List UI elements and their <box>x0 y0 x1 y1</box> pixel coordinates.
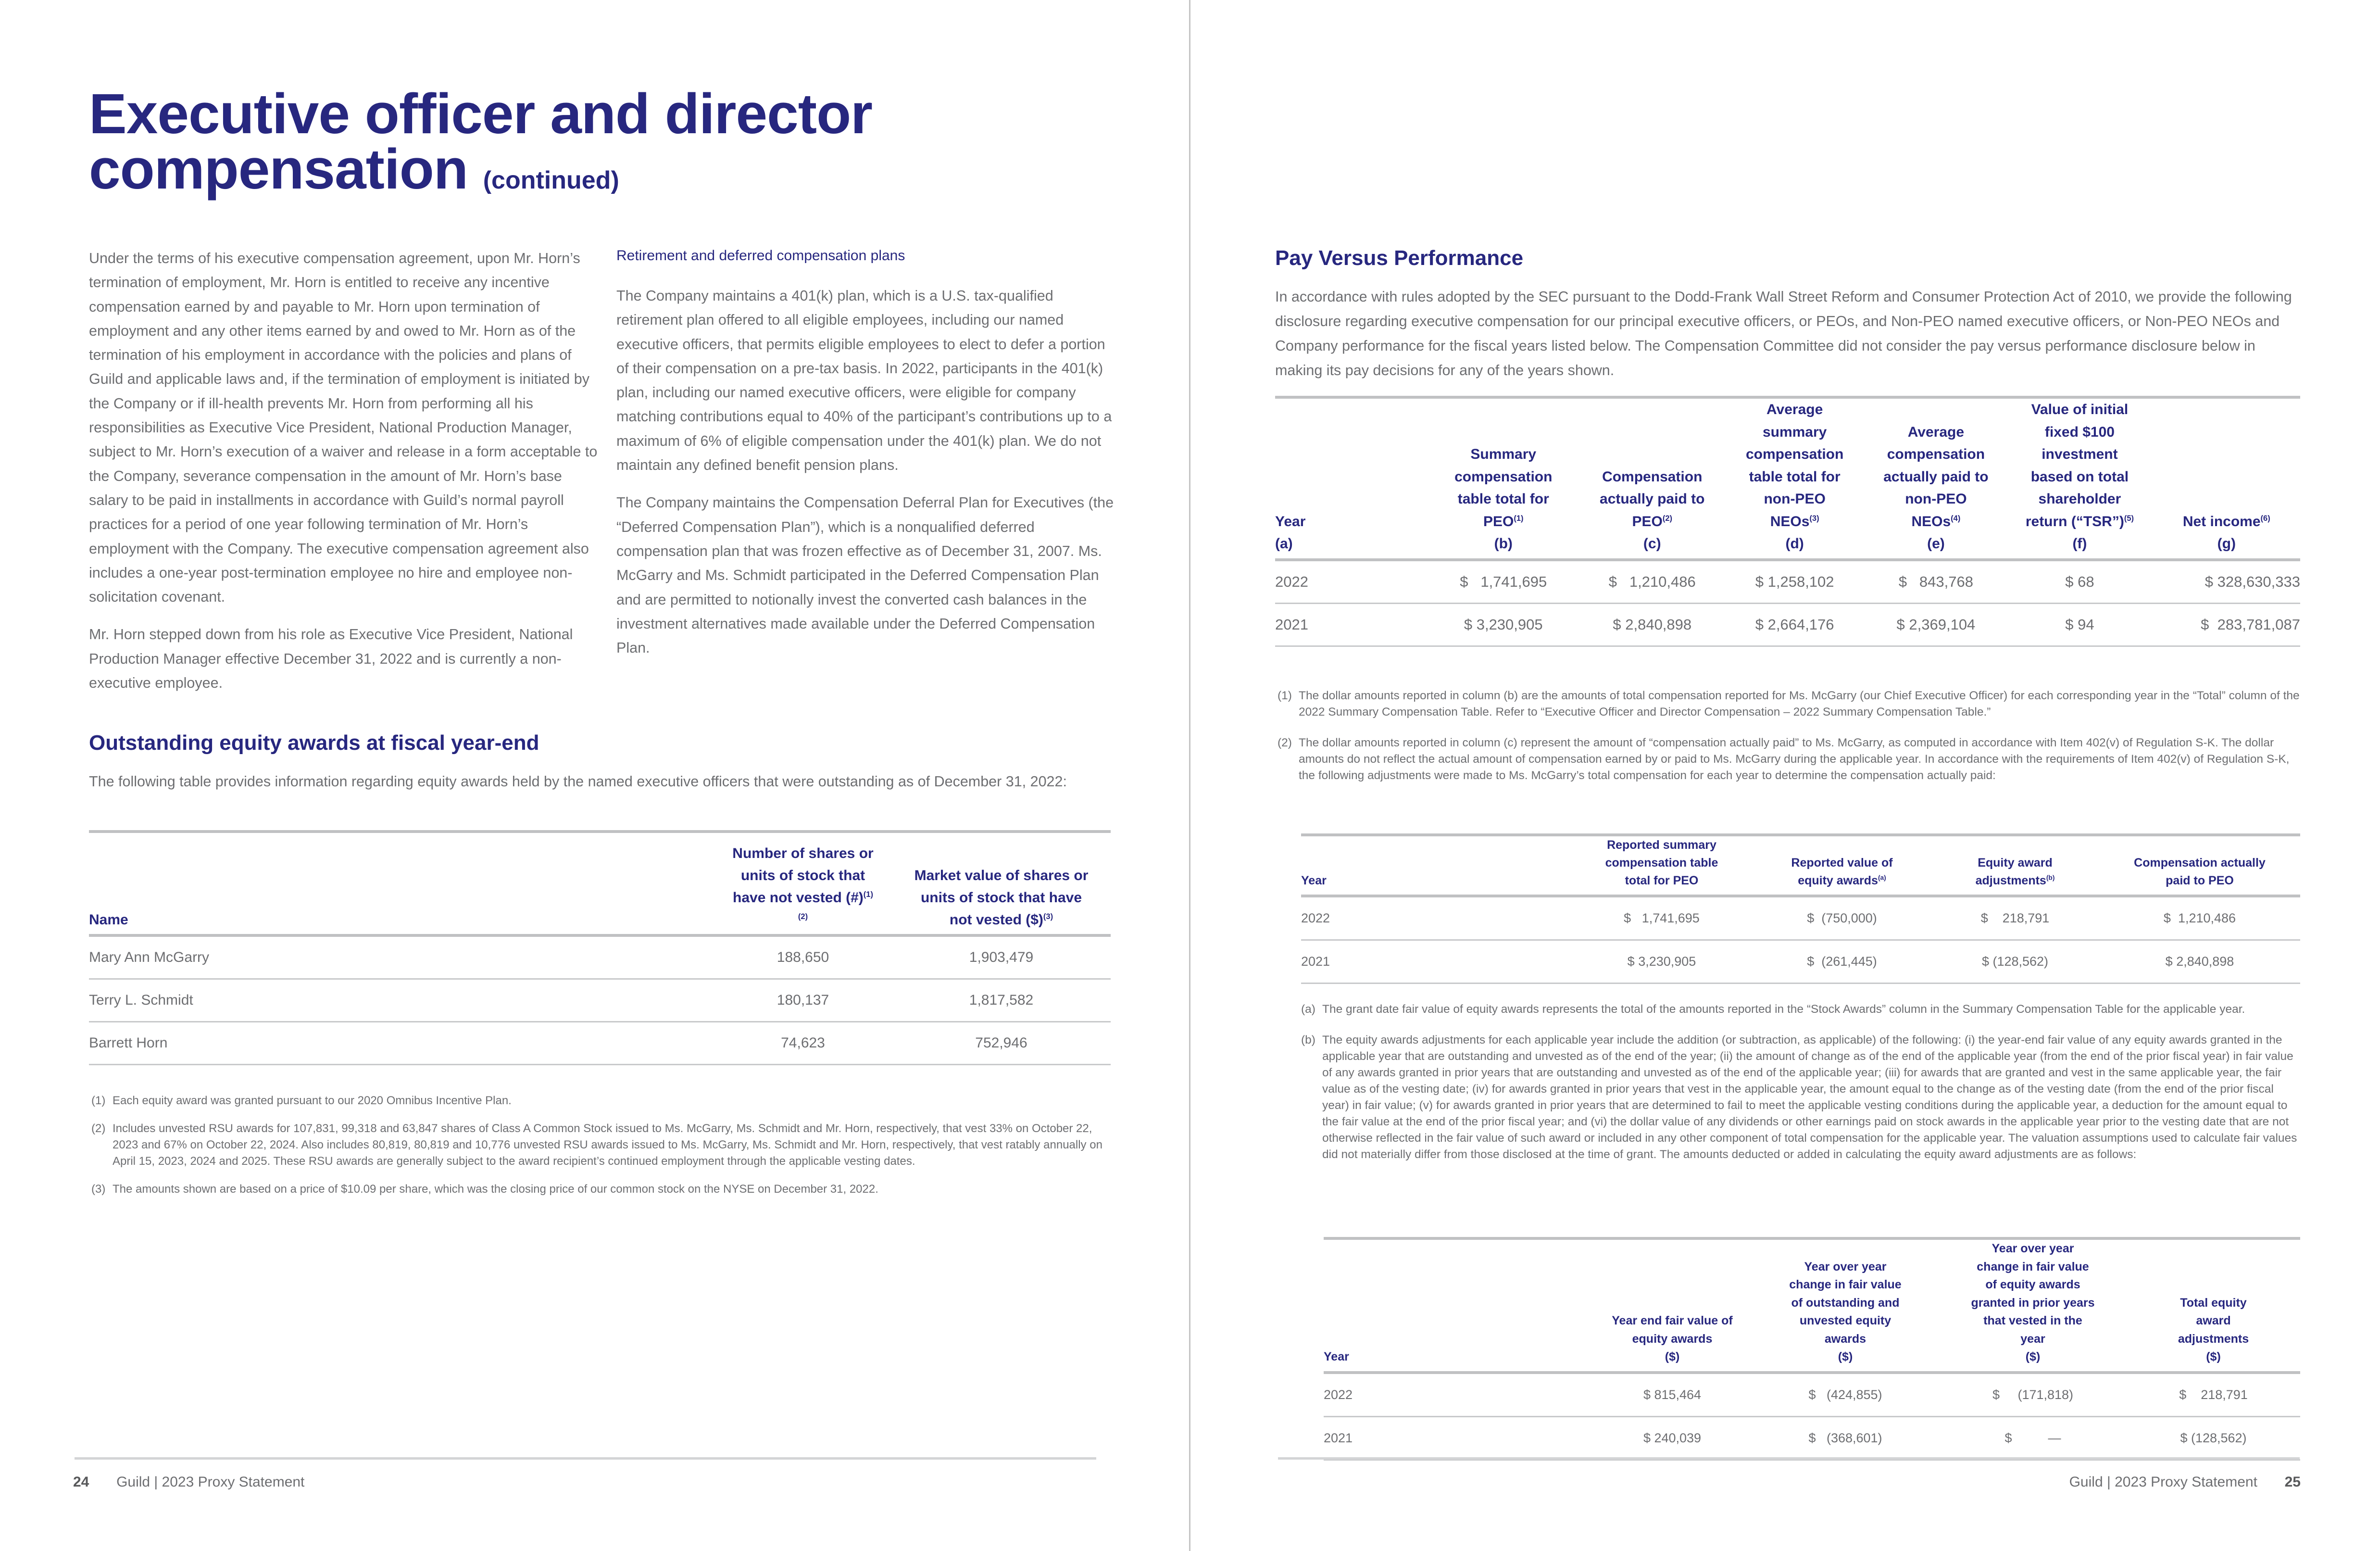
footer-label: Guild | 2023 Proxy Statement <box>116 1474 305 1490</box>
cell: $ 2,840,898 <box>2099 940 2300 984</box>
column-header: Total equity award adjustments ($) <box>2178 1296 2249 1363</box>
cell: $ (171,818) <box>1939 1373 2127 1417</box>
cell: $ (128,562) <box>1931 940 2099 984</box>
cell: $ 3,230,905 <box>1570 940 1753 984</box>
peo-adjustments-table <box>1301 833 2300 984</box>
column-header: Compensation actually paid to PEO <box>2134 856 2266 887</box>
column-header: Average compensation actually paid to non-PEO NEOs$^{(4)}$ (e) <box>1883 424 1989 552</box>
cell: $ 843,768 <box>1866 560 2007 604</box>
footnote: (1) Each equity award was granted pursuant to our 2020 Omnibus Incentive Plan. <box>91 1094 512 1107</box>
cell-shares: 188,650 <box>714 935 892 979</box>
cell: $ 2,840,898 <box>1580 603 1724 646</box>
pvp-footnotes <box>1278 688 2302 798</box>
footnote: (b) The equity awards adjustments for each applicable year include the addition (or subtraction, as applicable) of the following: (i) the year-end fair value of any equity awards granted in the applicable year that are outstanding and unvested as of the end of the year; (ii) the amount of change as of the end of the applicable year (from the end of the prior fiscal year) in fair value of any awards granted in prior years that are outstanding and unvested as of the end of the applicable year; (iii) for awards that are granted and vest in the same applicable year, the fair value as of the vesting date; (iv) for awards granted in prior years that vest in the applicable year, the amount equal to the change as of the vesting date (from the end of the prior fiscal year) in fair value; (v) for awards granted in prior years that are determined to fail to meet the applicable vesting conditions during the applicable year, a deduction for the amount equal to the fair value at the end of the prior fiscal year; and (vi) the dollar value of any dividends or other earnings paid on stock awards in the applicable year prior to the vesting date that are not otherwise reflected in the fair value of such award or included in any other component of total compensation for the applicable year. The valuation assumptions used to calculate fair values did not materially differ from those disclosed at the time of grant. The amounts deducted or added in calculating the equity award adjustments are as follows: <box>1301 1034 2297 1161</box>
column-header-shares: Number of shares or units of stock that have not vested (#)$^{(1)(2)}$ <box>732 845 874 921</box>
cell: $ 1,741,695 <box>1427 560 1580 604</box>
cell: $ 240,039 <box>1593 1416 1752 1460</box>
cell-name: Barrett Horn <box>89 1022 714 1065</box>
page-title <box>89 82 1099 208</box>
pay-vs-performance-intro: In accordance with rules adopted by the SEC pursuant to the Dodd-Frank Wall Street Reform and Consumer Protection Act of 2010, we provide the following disclosure regarding executive compensation for our principal executive officers, or PEOs, and Non-PEO named executive officers, or Non-PEO NEOs and Company performance for the fiscal years listed below. The Compensation Committee did not consider the pay versus performance disclosure below in making its pay decisions for any of the years shown. <box>1275 289 2292 378</box>
footnote: (a) The grant date fair value of equity awards represents the total of the amounts reported in the “Stock Awards” column in the Summary Compensation Table for the applicable year. <box>1301 1003 2245 1016</box>
right-column-text <box>616 246 1119 673</box>
cell-shares: 180,137 <box>714 979 892 1022</box>
section-heading-equity-awards: Outstanding equity awards at fiscal year-end <box>89 731 539 755</box>
footer-label: Guild | 2023 Proxy Statement <box>2069 1474 2257 1490</box>
cell-year: 2022 <box>1275 560 1427 604</box>
section-heading-pay-vs-performance: Pay Versus Performance <box>1275 246 1524 270</box>
left-column-text <box>89 246 599 708</box>
cell: $ (261,445) <box>1753 940 1931 984</box>
paragraph: Under the terms of his executive compensation agreement, upon Mr. Horn’s termination of employment, Mr. Horn is entitled to receive any incentive compensation earned by and payable to Mr. Horn upon termination of employment and any other items earned by and owed to Mr. Horn as of the termination of his employment in accordance with the policies and plans of Guild and applicable laws and, if the termination of employment is initiated by the Company or if ill-health prevents Mr. Horn from performing all his responsibilities as Executive Vice President, National Production Manager, subject to Mr. Horn’s execution of a waiver and release in a form acceptable to the Company, severance compensation in the amount of Mr. Horn’s base salary to be paid in installments in accordance with Guild’s normal payroll practices for a period of one year following termination of Mr. Horn’s employment with the Company. The executive compensation agreement also includes a one-year post-termination employee no hire and employee non-solicitation covenant. <box>89 250 598 605</box>
paragraph: The Company maintains the Compensation Deferral Plan for Executives (the “Deferred Compensation Plan”), which is a nonqualified deferred compensation plan that was frozen effective as of December 31, 2007. Ms. McGarry and Ms. Schmidt participated in the Deferred Compensation Plan and are permitted to notionally invest the converted cash balances in the investment alternatives made available under the Deferred Compensation Plan. <box>616 494 1114 656</box>
table-row <box>1324 1416 2300 1460</box>
column-header: Year end fair value of equity awards ($) <box>1612 1314 1733 1363</box>
column-header: Compensation actually paid to PEO$^{(2)}$ (c) <box>1600 468 1705 552</box>
cell: $ 1,210,486 <box>2099 896 2300 940</box>
column-header-market-value: Market value of shares or units of stock that have not vested ($)$^{(3)}$ <box>914 868 1089 928</box>
footnote: (2) The dollar amounts reported in column (c) represent the amount of “compensation actually paid” to Ms. McGarry, as computed in accordance with Item 402(v) of Regulation S-K. The dollar amounts do not reflect the actual amount of compensation earned by or paid to Ms. McGarry during the applicable year. In accordance with the requirements of Item 402(v) of Regulation S-K, the following adjustments were made to Ms. McGarry’s total compensation for each year to determine the compensation actually paid: <box>1278 736 2290 782</box>
cell: $ 3,230,905 <box>1427 603 1580 646</box>
cell: $ 283,781,087 <box>2153 603 2300 646</box>
cell-market-value: 1,817,582 <box>892 979 1111 1022</box>
cell: $ 815,464 <box>1593 1373 1752 1417</box>
cell: $ 1,258,102 <box>1724 560 1866 604</box>
equity-awards-footnotes <box>91 1093 1111 1209</box>
cell: $ 1,741,695 <box>1570 896 1753 940</box>
cell-year: 2022 <box>1324 1373 1593 1417</box>
page-footer-right <box>2069 1474 2301 1490</box>
column-header: Year <box>1301 874 1327 887</box>
column-header: Year over year change in fair value of outstanding and unvested equity awards ($) <box>1789 1260 1902 1363</box>
paragraph: The Company maintains a 401(k) plan, which is a U.S. tax-qualified retirement plan offered to all eligible employees, including our named executive officers, that permits eligible employees to elect to defer a portion of their compensation on a pre-tax basis. In 2022, participants in the 401(k) plan, including our named executive officers, were eligible for company matching contributions equal to 40% of the participant’s contributions up to a maximum of 6% of eligible compensation under the 401(k) plan. We do not maintain any defined benefit pension plans. <box>616 288 1112 474</box>
column-header: Year (a) <box>1275 513 1306 552</box>
cell-shares: 74,623 <box>714 1022 892 1065</box>
page-title-continued: (continued) <box>483 166 619 194</box>
cell: $ (368,601) <box>1752 1416 1939 1460</box>
cell: $ — <box>1939 1416 2127 1460</box>
table-row <box>89 935 1111 979</box>
table-row <box>1275 603 2300 646</box>
table-row <box>89 1022 1111 1065</box>
page-title-line1: Executive officer and director <box>89 82 873 146</box>
cell: $ 94 <box>2006 603 2153 646</box>
column-header: Summary compensation table total for PEO$^{(1)}$ (b) <box>1454 446 1553 552</box>
adjustment-footnotes <box>1301 1001 2301 1177</box>
cell: $ (750,000) <box>1753 896 1931 940</box>
cell-name: Terry L. Schmidt <box>89 979 714 1022</box>
equity-awards-table <box>89 830 1111 1065</box>
cell: $ 218,791 <box>1931 896 2099 940</box>
paragraph: Mr. Horn stepped down from his role as Executive Vice President, National Production Manager effective December 31, 2022 and is currently a non-executive employee. <box>89 626 573 692</box>
table-row <box>1301 896 2300 940</box>
page-number: 25 <box>2284 1474 2301 1490</box>
equity-award-adjustments-table <box>1324 1237 2300 1461</box>
column-header: Reported value of equity awards$^{(a)}$ <box>1791 856 1893 887</box>
footnote: (3) The amounts shown are based on a price of $10.09 per share, which was the closing price of our common stock on the NYSE on December 31, 2022. <box>91 1183 878 1196</box>
equity-awards-intro: The following table provides information regarding equity awards held by the named executive officers that were outstanding as of December 31, 2022: <box>89 773 1067 790</box>
column-header: Equity award adjustments$^{(b)}$ <box>1975 856 2055 887</box>
table-row <box>89 979 1111 1022</box>
cell: $ (424,855) <box>1752 1373 1939 1417</box>
cell-market-value: 1,903,479 <box>892 935 1111 979</box>
table-row <box>1275 560 2300 604</box>
table-row <box>1324 1373 2300 1417</box>
column-header: Year <box>1324 1350 1349 1363</box>
page-spread-divider <box>1189 0 1190 1551</box>
cell: $ 2,369,104 <box>1866 603 2007 646</box>
column-header: Year over year change in fair value of equity awards granted in prior years that vested in the year ($) <box>1971 1242 2095 1363</box>
cell-name: Mary Ann McGarry <box>89 935 714 979</box>
page-footer-left <box>73 1474 304 1490</box>
cell-year: 2022 <box>1301 896 1570 940</box>
page-title-line2: compensation <box>89 138 468 201</box>
cell-year: 2021 <box>1275 603 1427 646</box>
footer-rule <box>1278 1457 2300 1460</box>
column-header-name: Name <box>89 912 128 928</box>
table-row <box>1301 940 2300 984</box>
cell: $ 1,210,486 <box>1580 560 1724 604</box>
column-header: Average summary compensation table total for non-PEO NEOs$^{(3)}$ (d) <box>1745 402 1844 552</box>
cell-year: 2021 <box>1301 940 1570 984</box>
section-subheading: Retirement and deferred compensation plans <box>616 248 905 264</box>
footer-rule <box>75 1457 1096 1460</box>
page-number: 24 <box>73 1474 89 1490</box>
cell: $ 68 <box>2006 560 2153 604</box>
footnote: (2) Includes unvested RSU awards for 107,831, 99,318 and 63,847 shares of Class A Common Stock issued to Ms. McGarry, Ms. Schmidt and Mr. Horn, respectively, that vest 33% on October 22, 2023 and 67% on October 22, 2024. Also includes 80,819, 80,819 and 10,776 unvested RSU awards issued to Ms. McGarry, Ms. Schmidt and Mr. Horn, respectively, that vest ratably annually on April 15, 2023, 2024 and 2025. These RSU awards are generally subject to the award recipient’s continued employment through the applicable vesting dates. <box>91 1122 1102 1168</box>
column-header: Net income$^{(6)}$ (g) <box>2182 513 2270 552</box>
cell: $ 328,630,333 <box>2153 560 2300 604</box>
footnote: (1) The dollar amounts reported in column (b) are the amounts of total compensation reported for Ms. McGarry (our Chief Executive Officer) for each corresponding year in the “Total” column of the 2022 Summary Compensation Table. Refer to “Executive Officer and Director Compensation – 2022 Summary Compensation Table.” <box>1278 689 2300 719</box>
cell: $ 218,791 <box>2127 1373 2300 1417</box>
column-header: Value of initial fixed $100 investment based on total shareholder return (“TSR”)$^{(5)}$ (f) <box>2025 402 2134 552</box>
cell: $ (128,562) <box>2127 1416 2300 1460</box>
cell-market-value: 752,946 <box>892 1022 1111 1065</box>
cell: $ 2,664,176 <box>1724 603 1866 646</box>
cell-year: 2021 <box>1324 1416 1593 1460</box>
column-header: Reported summary compensation table total for PEO <box>1605 838 1718 887</box>
pay-vs-performance-table <box>1275 396 2300 647</box>
